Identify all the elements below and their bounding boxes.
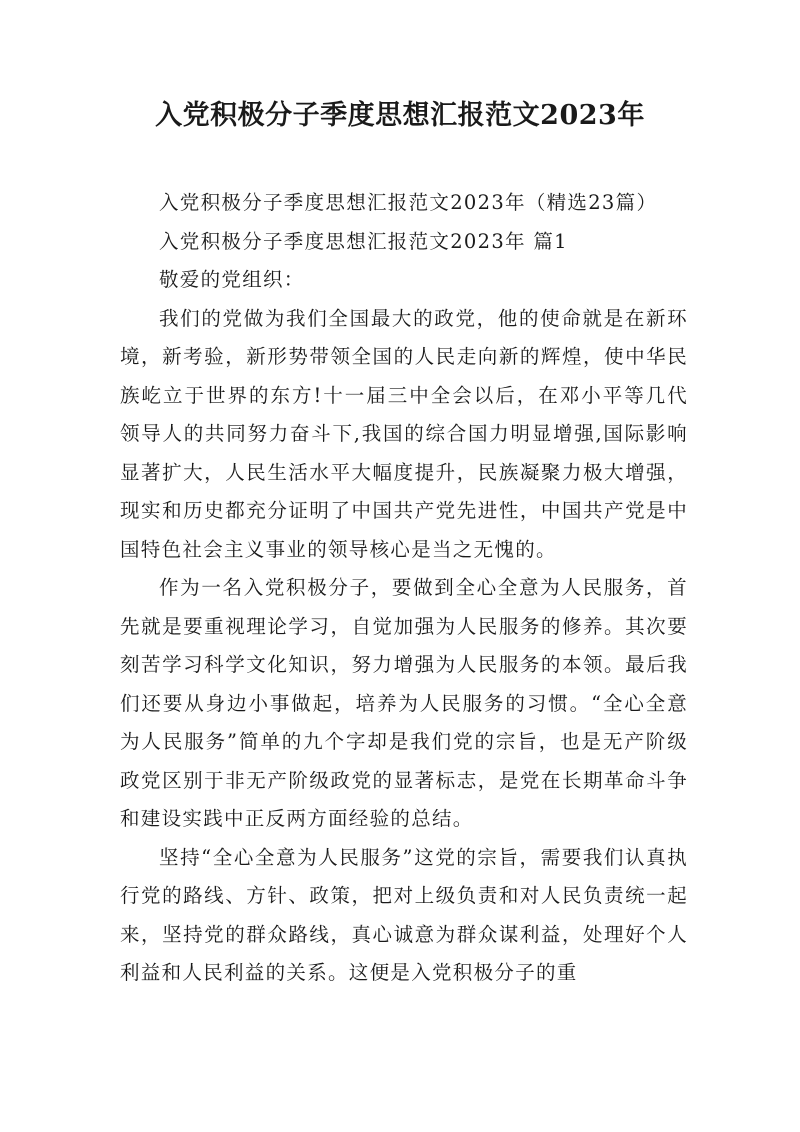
document-title: 入党积极分子季度思想汇报范文2023年 bbox=[155, 100, 645, 131]
heading-line-2: 入党积极分子季度思想汇报范文2023年 篇1 bbox=[159, 229, 568, 253]
paragraph-3: 坚持“全心全意为人民服务”这党的宗旨，需要我们认真执行党的路线、方针、政策，把对上级负责和对人民负责统一起来，坚持党的群众路线，真心诚意为群众谋利益，处理好个人利益和人民利益的关系。这便是入党积极分子的重 bbox=[120, 845, 688, 984]
paragraph-2: 作为一名入党积极分子，要做到全心全意为人民服务，首先就是要重视理论学习，自觉加强为人民服务的修养。其次要刻苦学习科学文化知识，努力增强为人民服务的本领。最后我们还要从身边小事做起，培养为人民服务的习惯。“全心全意为人民服务”简单的九个字却是我们党的宗旨，也是无产阶级政党区别于非无产阶级政党的显著标志，是党在长期革命斗争和建设实践中正反两方面经验的总结。 bbox=[120, 576, 688, 830]
salutation: 敬爱的党组织： bbox=[159, 268, 305, 291]
paragraph-1: 我们的党做为我们全国最大的政党，他的使命就是在新环境，新考验，新形势带领全国的人民走向新的辉煌，使中华民族屹立于世界的东方!十一届三中全会以后，在邓小平等几代领导人的共同努力奋斗下,我国的综合国力明显增强,国际影响显著扩大，人民生活水平大幅度提升，民族凝聚力极大增强，现实和历史都充分证明了中国共产党先进性，中国共产党是中国特色社会主义事业的领导核心是当之无愧的。 bbox=[120, 306, 688, 561]
document-body bbox=[120, 184, 688, 993]
heading-line-1: 入党积极分子季度思想汇报范文2023年（精选23篇） bbox=[159, 191, 658, 214]
